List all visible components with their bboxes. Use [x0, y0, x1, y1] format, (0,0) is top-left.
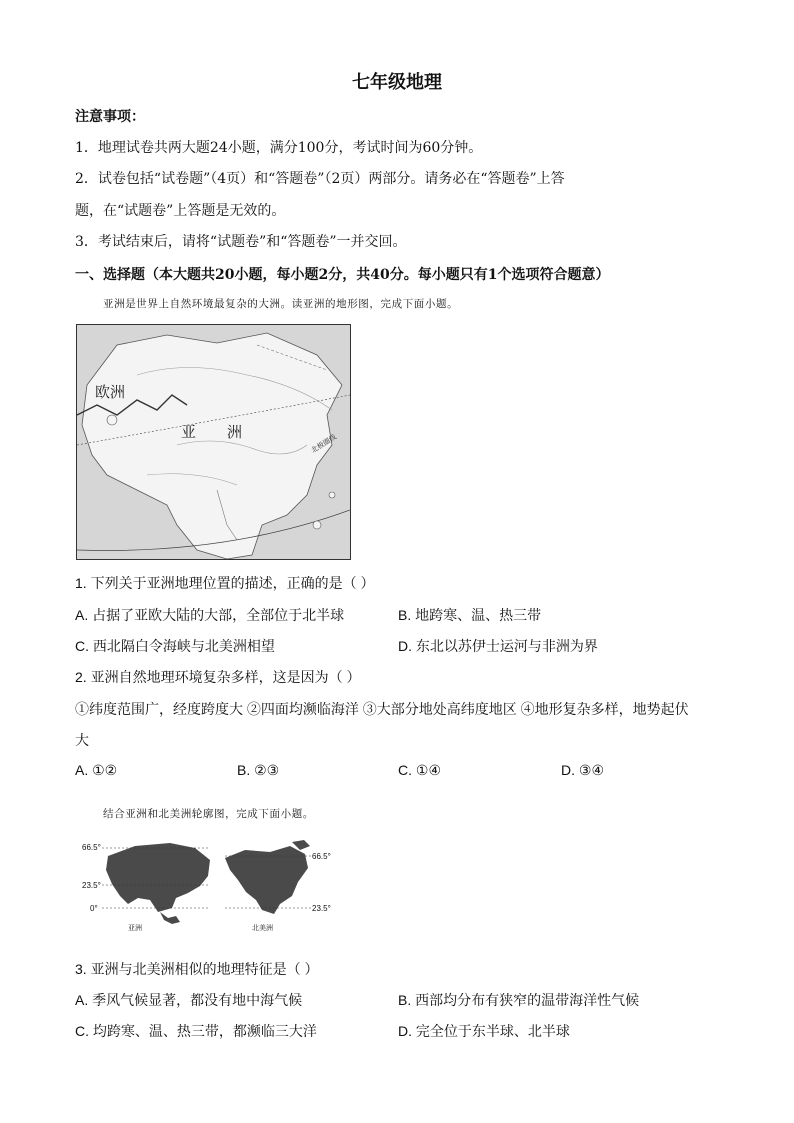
question-3-option-b: B. 西部均分布有狭窄的温带海洋性气候 [398, 992, 640, 1008]
asia-map-drawing [77, 325, 350, 559]
question-3-stem: 3. 亚洲与北美洲相似的地理特征是（ ） [75, 961, 319, 977]
label-europe: 欧洲 [95, 383, 126, 401]
question-1-option-a: A. 占据了亚欧大陆的大部，全部位于北半球 [75, 607, 345, 623]
notice-item-2: 2．试卷包括“试卷题”（4页）和“答题卷”（2页）两部分。请务必在“答题卷”上答 [75, 171, 565, 187]
lat-235-right-label: 23.5° [312, 904, 331, 913]
asia-terrain-map [76, 324, 351, 560]
label-line: 北极圈线 [309, 433, 338, 455]
question-1-option-c: C. 西北隔白令海峡与北美洲相望 [75, 638, 275, 654]
question-3-option-a: A. 季风气候显著，都没有地中海气候 [75, 992, 303, 1008]
page-title: 七年级地理 [352, 72, 442, 93]
notice-item-1: 1．地理试卷共两大题24小题，满分100分，考试时间为60分钟。 [75, 140, 483, 156]
greenland-silhouette [292, 840, 310, 850]
question-2-statements-cont: 大 [75, 732, 89, 748]
question-2-option-b: B. ②③ [237, 762, 280, 778]
lat-665-right-label: 66.5° [312, 852, 331, 861]
question-2-option-a: A. ①② [75, 762, 118, 778]
outline-maps-drawing [80, 838, 350, 933]
question-1-option-b: B. 地跨寒、温、热三带 [398, 607, 542, 623]
label-asia-2: 洲 [227, 423, 243, 441]
notice-item-2-cont: 题，在“试题卷”上答题是无效的。 [75, 203, 286, 219]
asia-silhouette [106, 843, 210, 912]
asia-islands [160, 912, 180, 924]
lat-665-left-label: 66.5° [82, 843, 101, 852]
north-america-caption: 北美洲 [252, 924, 273, 932]
question-2-stem: 2. 亚洲自然地理环境复杂多样，这是因为（ ） [75, 669, 361, 685]
notice-heading: 注意事项： [75, 109, 145, 125]
asia-caption: 亚洲 [128, 924, 142, 932]
lat-0-label: 0° [90, 904, 98, 913]
continent-outline-maps [80, 838, 350, 933]
label-asia-1: 亚 [181, 423, 197, 441]
section-heading: 一、选择题（本大题共20小题，每小题2分，共40分。每小题只有1个选项符合题意） [75, 267, 610, 283]
notice-item-3: 3．考试结束后，请将“试题卷”和“答题卷”一并交回。 [75, 234, 407, 250]
question-1-option-d: D. 东北以苏伊士运河与非洲为界 [398, 638, 598, 654]
island [107, 415, 117, 425]
island [329, 492, 335, 498]
question-3-option-c: C. 均跨寒、温、热三带，都濒临三大洋 [75, 1023, 317, 1039]
island [313, 521, 321, 529]
question-2-option-c: C. ①④ [398, 762, 441, 778]
lat-235-left-label: 23.5° [82, 881, 101, 890]
question-3-option-d: D. 完全位于东半球、北半球 [398, 1023, 570, 1039]
question-1-stem: 1. 下列关于亚洲地理位置的描述，正确的是（ ） [75, 575, 375, 591]
question-2-option-d: D. ③④ [561, 762, 604, 778]
question-2-statements: ①纬度范围广，经度跨度大 ②四面均濒临海洋 ③大部分地处高纬度地区 ④地形复杂多样，地势起伏 [75, 701, 689, 717]
intro-asia-map: 亚洲是世界上自然环境最复杂的大洲。读亚洲的地形图，完成下面小题。 [103, 298, 459, 310]
intro-outline-maps: 结合亚洲和北美洲轮廓图，完成下面小题。 [103, 808, 314, 820]
